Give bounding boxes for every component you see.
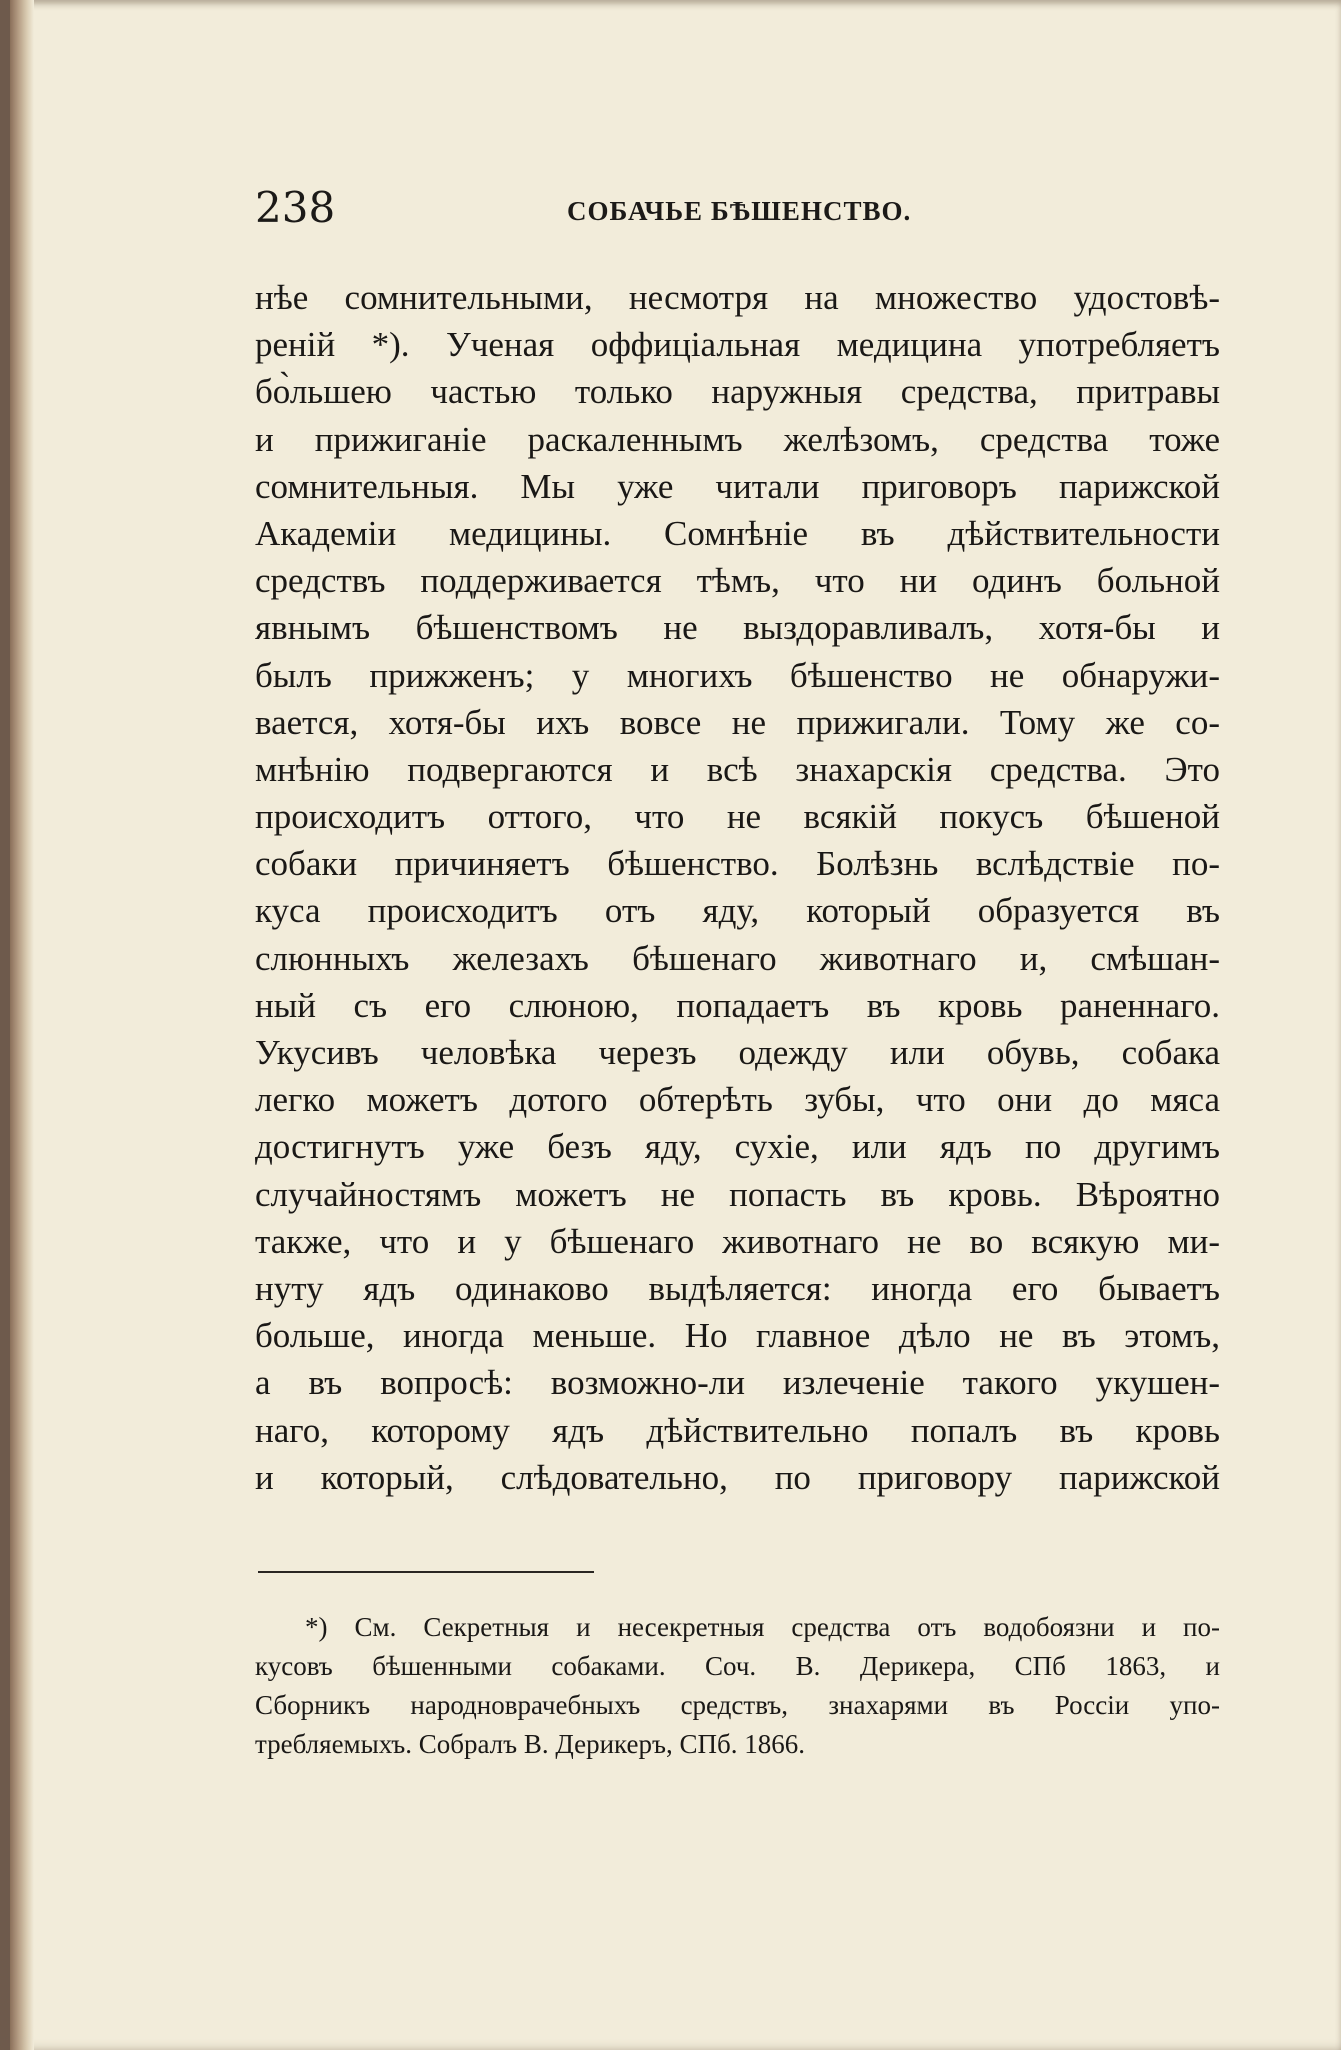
text-line: нуту ядъ одинаково выдѣляется: иногда его бываетъ bbox=[255, 1268, 1220, 1308]
footnote bbox=[255, 1608, 1220, 1764]
running-head bbox=[255, 183, 1220, 233]
footnote-line: *) См. Секретныя и несекретныя средства отъ водобоязни и по- bbox=[305, 1612, 1220, 1642]
text-line: мнѣнію подвергаются и всѣ знахарскія средства. Это bbox=[255, 749, 1220, 789]
text-line: средствъ поддерживается тѣмъ, что ни одинъ больной bbox=[255, 561, 1220, 601]
page-number: 238 bbox=[255, 183, 336, 232]
text-line: куса происходитъ отъ яду, который образуется въ bbox=[255, 891, 1220, 931]
text-line: сомнительныя. Мы уже читали приговоръ парижской bbox=[255, 466, 1220, 506]
text-line: собаки причиняетъ бѣшенство. Болѣзнь вслѣдствіе по- bbox=[255, 844, 1220, 884]
text-line: былъ прижженъ; у многихъ бѣшенство не обнаружи- bbox=[255, 655, 1220, 695]
text-line: явнымъ бѣшенствомъ не выздоравливалъ, хотя-бы и bbox=[255, 608, 1220, 648]
text-line: слюнныхъ железахъ бѣшенаго животнаго и, смѣшан- bbox=[255, 938, 1220, 978]
text-line: легко можетъ дотого обтерѣть зубы, что они до мяса bbox=[255, 1080, 1220, 1120]
footnote-line: Сборникъ народноврачебныхъ средствъ, знахарями въ Россіи упо- bbox=[255, 1690, 1220, 1720]
text-line: нѣе сомнительными, несмотря на множество удостовѣ- bbox=[255, 278, 1220, 317]
text-line: вается, хотя-бы ихъ вовсе не прижигали. Тому же со- bbox=[255, 702, 1220, 742]
text-line: реній *). Ученая оффиціальная медицина употребляетъ bbox=[255, 325, 1220, 365]
text-line: больше, иногда меньше. Но главное дѣло не въ этомъ, bbox=[255, 1316, 1220, 1356]
footnote-line: требляемыхъ. Собралъ В. Дерикеръ, СПб. 1866. bbox=[255, 1729, 805, 1759]
text-line: Академіи медицины. Сомнѣніе въ дѣйствительности bbox=[255, 513, 1220, 553]
footnote-divider bbox=[258, 1571, 594, 1573]
text-line: также, что и у бѣшенаго животнаго не во всякую ми- bbox=[255, 1221, 1220, 1261]
footnote-line: кусовъ бѣшенными собаками. Соч. В. Дерикера, СПб 1863, и bbox=[255, 1651, 1220, 1681]
text-line: бо̀льшею частью только наружныя средства, притравы bbox=[255, 372, 1220, 412]
book-page bbox=[10, 0, 1341, 2050]
text-line: наго, которому ядъ дѣйствительно попалъ въ кровь bbox=[255, 1410, 1220, 1450]
text-line: достигнутъ уже безъ яду, сухіе, или ядъ по другимъ bbox=[255, 1127, 1220, 1167]
page-gutter bbox=[10, 0, 34, 2050]
text-line: ный съ его слюною, попадаетъ въ кровь раненнаго. bbox=[255, 985, 1220, 1025]
text-line: и прижиганіе раскаленнымъ желѣзомъ, средства тоже bbox=[255, 419, 1220, 459]
text-line: а въ вопросѣ: возможно-ли излеченіе такого укушен- bbox=[255, 1363, 1220, 1403]
body-text bbox=[255, 274, 1220, 1501]
text-line: и который, слѣдовательно, по приговору парижской bbox=[255, 1457, 1220, 1497]
running-title: СОБАЧЬЕ БѢШЕНСТВО. bbox=[567, 196, 912, 226]
text-line: случайностямъ можетъ не попасть въ кровь. Вѣроятно bbox=[255, 1174, 1220, 1214]
text-line: Укусивъ человѣка черезъ одежду или обувь, собака bbox=[255, 1033, 1220, 1072]
text-line: происходитъ оттого, что не всякій покусъ бѣшеной bbox=[255, 797, 1220, 837]
